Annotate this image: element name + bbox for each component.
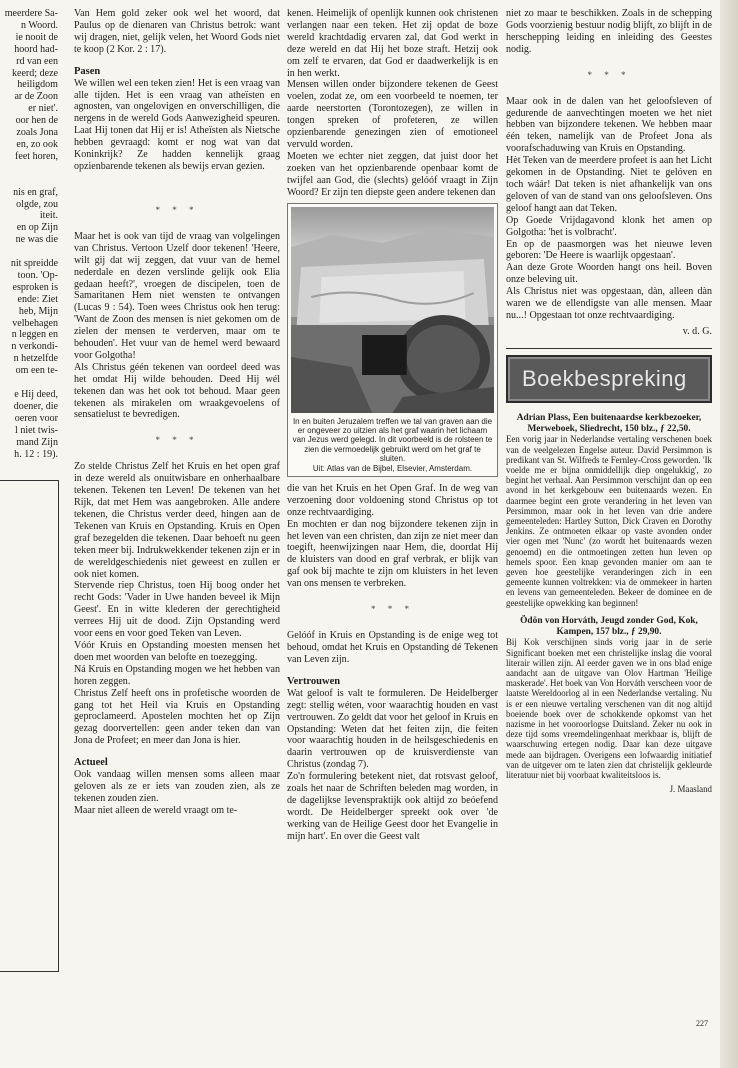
heading-pasen: Pasen [74,65,101,77]
paragraph: Vóór Kruis en Opstanding moesten mensen het doen met woorden van belofte en toezegging. [74,639,280,663]
cutoff-line: en op Zijn [16,222,58,234]
paragraph: Moeten we echter niet zeggen, dat juist door het zoeken van het opzienbarende openbaar komt de twijfel aan God, die (slechts) gelóóf vraagt in Zijn Woord? Er zijn ten diepste geen andere tekenen dan [287,150,498,198]
cutoff-text [0,8,58,460]
cutoff-line: er niet'. [28,103,58,115]
cutoff-line: ar de Zoon [14,91,58,103]
column-1 [74,8,280,817]
cutoff-poem-line [0,757,50,769]
book-review-2: Bij Kok verschijnen sinds vorig jaar in de serie Significant boeken met een christelijke inslag die vooral literair willen zijn. Al eerder gaven we in ons blad enige aandacht aan de uitgave van Olov Hartman 'Heilige maskerade'. Het boek van Von Horváth verscheen voor de laatste Wereldoorlog al in een Nederlandse vertaling. Nu is er een nieuwe vertaling verschenen van dit nog altijd boeiende boek over de schokkende opkomst van het nazisme in het vooroorlogse Duitsland. Zeker nu ook in deze tijd soms vreemdelingenhaat merkbaar is, blijft de waarschuwing ertegen nodig. Daar kan deze uitgave mede aan bijdragen. Overigens een lofwaardig initiatief van de uitgever om te laten zien dat christelijk gekleurde literatuur niet bij voorbaat kwaliteitsloos is. [506,637,712,781]
cutoff-line: toon. 'Op- [17,269,58,281]
cutoff-poem-box [0,480,59,972]
cutoff-poem-line [0,746,50,758]
cutoff-poem-line [0,630,50,642]
cutoff-poem-line [0,734,50,746]
paragraph: En mochten er dan nog bijzondere tekenen zijn in het leven van een christen, dan zijn ze niet meer dan toegift, heenwijzingen naar Hem, die, doordat Hij de kluisters van dood en graf verbrak, er blijk van gaf ook bij machte te zijn om kluisters in het leven van ons mensen te verbreken. [287,518,498,590]
paragraph: Als Christus niet was opgestaan, dàn, alleen dàn waren we de ellendigste van alle mensen. Maar nu...! Opgestaan tot onze rechtvaardiging. [506,286,712,321]
binding-shadow [720,0,738,1068]
section-divider: * * * [155,435,199,446]
caption-source: Uit: Atlas van de Bijbel, Elsevier, Amsterdam. [312,463,473,473]
photo-caption [291,417,494,473]
cutoff-poem-line [0,618,50,630]
cutoff-poem-line [0,885,50,897]
cutoff-line: l niet twis- [15,424,58,436]
cutoff-poem-line [0,908,50,920]
cutoff-poem-line [0,641,50,653]
cutoff-line: ende: Ziet [17,293,58,305]
paragraph: Maar niet alleen de wereld vraagt om te- [74,804,238,816]
paragraph: Wat geloof is valt te formuleren. De Heidelberger zegt: stellig wéten, voor waarachtig houden en vast vertrouwen. Zo geldt dat voor het geloof in Kruis en Opstanding: Weten dat het feiten zijn, die feiten voor waarachtig houden in de heilsgeschiedenis en daarin vertrouwen op de kruisverdienste van Christus (zondag 7). [287,687,498,771]
paragraph: Mensen willen onder bijzondere tekenen de Geest voelen, zodat ze, om een voorbeeld te noemen, ter aarde neerstorten (Torontozegen), ze willen in tongen spreken of profeteren, ze willen opzienbarende genezingen zien of emotioneel vervuld worden. [287,79,498,150]
tomb-photo-figure [287,203,498,477]
cutoff-poem-line [0,920,50,932]
section-divider: * * * [155,204,199,215]
cutoff-poem-line [0,850,50,862]
column-3 [506,8,712,794]
cutoff-poem-text [0,481,50,954]
cutoff-line: en, zo ook [16,138,58,150]
paragraph: Zo stelde Christus Zelf het Kruis en het open graf in deze wereld als onuitwisbare en onherhaalbare tekenen. Tekenen ten Leven! De tekenen van het Rijk, dat met Hem was aangebroken. Alle andere tekenen, die Christus verder deed, hingen aan de Tekenen van Kruis en Opstanding. Kruis en Open graf bezegelden die tekenen. Daar behoeft nu geen teken meer bij. Indrukwekkender tekenen zijn er in de wereldgeschiedenis niet geweest en zullen er ook niet komen. [74,461,280,580]
paragraph: die van het Kruis en het Open Graf. In de weg van verzoening door voldoening stond Christus op tot onze rechtvaardiging. [287,482,498,518]
paragraph: Aan deze Grote Woorden hangt ons heil. Boven onze beleving uit. [506,262,712,286]
cutoff-poem-line [0,676,50,688]
cutoff-line: n hetzelfde [13,353,58,365]
cutoff-poem-line [0,723,50,735]
cutoff-line [0,246,58,258]
reviewer-name: J. Maasland [669,784,712,795]
heading-actueel: Actueel [74,757,108,769]
cutoff-line: doener, die [13,400,58,412]
cutoff-poem-line [0,769,50,781]
caption-text: In en buiten Jeruzalem treffen we tal van graven aan die er ongeveer zo uitzien als het graf waarin het lichaam van Jezus werd gelegd. In dit voorbeeld is de rolsteen te zien die vermoedelijk gebruikt werd om het graf te sluiten. [292,416,493,464]
cutoff-poem-line [0,653,50,665]
paragraph: En op de paasmorgen was het nieuwe leven geboren: 'De Heere is waarlijk opgestaan'. [506,238,712,262]
paragraph: Hèt Teken van de meerdere profeet is aan het Licht gekomen in de Opstanding. Niet te gelóven en toch wáár! Dat teken is niet afhankelijk van ons geloven of van de stand van ons geloofsleven. Ons geloof hangt aan dat Teken. [506,155,712,214]
cutoff-line: n verkondi- [11,341,58,353]
cutoff-poem-line [0,572,50,584]
cutoff-line: mand Zijn [16,436,58,448]
cutoff-poem-line [0,815,50,827]
paragraph: Christus Zelf heeft ons in profetische woorden de gang tot het Heil via Kruis en Opstanding geproclameerd. Apostelen mochten het op Zijn gezag doorvertellen: geen ander teken dan van Jona de Profeet; en meer dan Jona is hier. [74,687,280,747]
paragraph: We willen wel een teken zien! Het is een vraag van alle tijden. Het is een vraag van atheïsten en agnosten, van ongelovigen en onverschilligen, die nergens in de wereld Gods Aanwezigheid speuren. Laat Hij tonen dat Hij er is! Atheïsten als Nietsche hebben gevraagd: komt er nog wat van dat Koninkrijk? Ze hadden kennelijk graag opzienbarende tekenen als bewijs ervan gezien. [74,77,280,172]
paragraph: Als Christus géén tekenen van oordeel deed was het omdat Hij wilde behouden. Deed Hij wél tekenen dan was het ook tot behoud. Maar geen tekenen als mirakelen om wraakgevoelens of sensatielust te bevredigen. [74,361,280,421]
book-title-2: Ödön von Horváth, Jeugd zonder God, Kok, Kampen, 157 blz., ƒ 29,90. [520,615,698,637]
paragraph: niet zo maar te beschikken. Zoals in de schepping Gods voorzienig bestuur nodig blijft, zo blijft in de herschepping leiding en inleiding des Geestes nodig. [506,8,712,55]
page-number: 227 [696,1019,708,1028]
cutoff-poem-line [0,827,50,839]
section-divider: * * * [587,69,631,80]
cutoff-line: e Hij deed, [14,389,58,400]
cutoff-line: iteit. [39,210,58,222]
cutoff-poem-line [0,792,50,804]
paragraph: Zo'n formulering betekent niet, dat rotsvast geloof, zoals het naar de Schriften beleden mag worden, in de dagelijkse levenspraktijk ook altijd zo beóefend wordt. De Heidelberger spreekt ook over 'de werking van de Heilige Geest door het Evangelie in mijn hart'. En over die Geest valt [287,771,498,842]
cutoff-line: meerdere Sa- [4,8,58,19]
cutoff-line: feet horen, [15,150,58,162]
cutoff-line [0,175,58,187]
cutoff-poem-line [0,688,50,700]
cutoff-line: h. 12 : 19). [14,448,58,460]
heading-vertrouwen: Vertrouwen [287,675,341,687]
cutoff-poem-line [0,943,50,955]
cutoff-poem-line [0,549,50,561]
cutoff-poem-line [0,665,50,677]
cutoff-line: oeren voor [14,412,58,424]
cutoff-line: rd van een [16,55,58,67]
section-divider: * * * [371,604,414,615]
cutoff-line: heb, Mijn [18,305,58,317]
paragraph: Op Goede Vrijdagavond klonk het amen op Golgotha: 'het is volbracht'. [506,214,712,238]
cutoff-poem-line [0,607,50,619]
cutoff-poem-line [0,931,50,943]
cutoff-poem-line [0,699,50,711]
cutoff-poem-line [0,873,50,885]
cutoff-line: nit spreidde [10,258,58,270]
paragraph: Van Hem gold zeker ook wel het woord, dat Paulus op de dienaren van Christus betrok: want wij dragen, niet, gelijk velen, het Woord Gods niet te koop (2 Kor. 2 : 17). [74,8,280,55]
tomb-photo [291,207,494,413]
cutoff-line: om een te- [15,365,58,377]
cutoff-line [0,163,58,175]
cutoff-line: n leggen en [11,329,58,341]
cutoff-line: heiligdom [17,79,58,91]
cutoff-line [0,377,58,389]
paragraph: Maar het is ook van tijd de vraag van volgelingen van Christus. Vertoon Uzelf door tekenen! 'Heere, wilt gij dat wij zeggen, dat vuur van de hemel nederdale en dezen verslinde gelijk ook Elia gedaan heeft?', vroegen de discipelen, toen de Samaritanen Hem niet wensten te ontvangen (Lucas 9 : 54). Toen wees Christus ook hen terug: 'Want de Zoon des mensen is niet gekomen om de zielen der mensen te verderven, maar om te behouden'. Het vuur van de hemel werd bewaard voor Golgotha! [74,230,280,361]
column-2 [287,8,498,843]
cutoff-poem-line [0,711,50,723]
cutoff-line: hoord had- [14,43,58,55]
divider-rule [506,348,712,349]
paragraph: Ook vandaag willen mensen soms alleen maar geloven als ze er iets van zouden zien, als ze tekenen zouden zien. [74,769,280,804]
paragraph: Maar ook in de dalen van het geloofsleven of gedurende de aanvechtingen moeten we het niet hebben van bijzondere tekenen. We hebben maar één teken, namelijk van de Profeet Jona als voorafschaduwing van Kruis en Opstanding. [506,95,712,155]
cutoff-poem-line [0,838,50,850]
cutoff-poem-line [0,862,50,874]
cutoff-line: keerd; deze [11,67,58,79]
cutoff-poem-line [0,583,50,595]
book-review-1: Een vorig jaar in Nederlandse vertaling verschenen boek van de veelgelezen Engelse auteur. David Persimmon is predikant van St. Wilfreds te Fernley-Cross geworden. 'Ik voelde me er bijna onmiddellijk diep ongelukkig', zo begint het verhaal. Aan Persimmon verschijnt dan op een avond in het kerkgebouw een buitenaards wezen. En daarmee begint een grote verandering in het leven van Persimmon, maar ook in het leven van drie andere gemeenteleden: Hartley Sutton, Dick Craven en Dorothy Jenkins. Ze ontmoeten elkaar op vaste avonden onder vier ogen met 'Nunc' (zo wordt het buitenaards wezen genoemd) en die ontmoetingen zetten hun leven op hemels spoor. Een knap gevonden manier om aan te geven hoe geestelijke veranderingen zich in een gemeente kunnen voltrekken: via de ommekeer in harten en levens van gemeenteleden. Bekeer de dominee en de geestelijke opwekking kan beginnen! [506,434,712,608]
cutoff-poem-line [0,896,50,908]
cutoff-poem-line [0,595,50,607]
cutoff-poem-line [0,780,50,792]
column-cutoff-left [0,8,58,460]
author-signature: v. d. G. [682,325,712,337]
paragraph: Ná Kruis en Opstanding mogen we het hebben van horen zeggen. [74,663,280,687]
cutoff-poem-line [0,804,50,816]
cutoff-line: olgde, zou [16,198,58,210]
paragraph: Gelóóf in Kruis en Opstanding is de enige weg tot behoud, omdat het Kruis en Opstanding dé Tekenen van Leven zijn. [287,630,498,665]
cutoff-line: zoals Jona [16,127,58,139]
cutoff-line: esproken is [12,281,58,293]
cutoff-line: ne was die [15,234,58,246]
paragraph: Stervende riep Christus, toen Hij boog onder het recht Gods: 'Vader in Uwe handen beveel ik Mijn Geest'. En in witte klederen der gerechtigheid verrees Hij uit de dood. Zijn Opstanding werd voor eens en voor goed Teken van Leven. [74,580,280,640]
cutoff-line: oor hen de [15,115,58,127]
paragraph: kenen. Heimelijk of openlijk kunnen ook christenen verlangen naar een teken. Het zij opdat de boze wereld krachtdadig ervaren zal, dat God werkt in deze wereld en dat Hij het boze straft. Hetzij ook om zelf te ervaren, dat God er daadwerkelijk is en in hen werkt. [287,8,498,79]
cutoff-line: n Woord. [21,19,58,31]
cutoff-poem-line [0,537,50,549]
cutoff-line: ie nooit de [15,31,58,43]
cutoff-line: nis en graf, [13,186,58,198]
cutoff-line: velbehagen [12,317,58,329]
cutoff-poem-line [0,560,50,572]
book-title-1: Adrian Plass, Een buitenaardse kerkbezoeker, Merweboek, Sliedrecht, 150 blz., ƒ 22,50. [516,412,702,434]
boekbespreking-banner: Boekbespreking [506,355,712,403]
